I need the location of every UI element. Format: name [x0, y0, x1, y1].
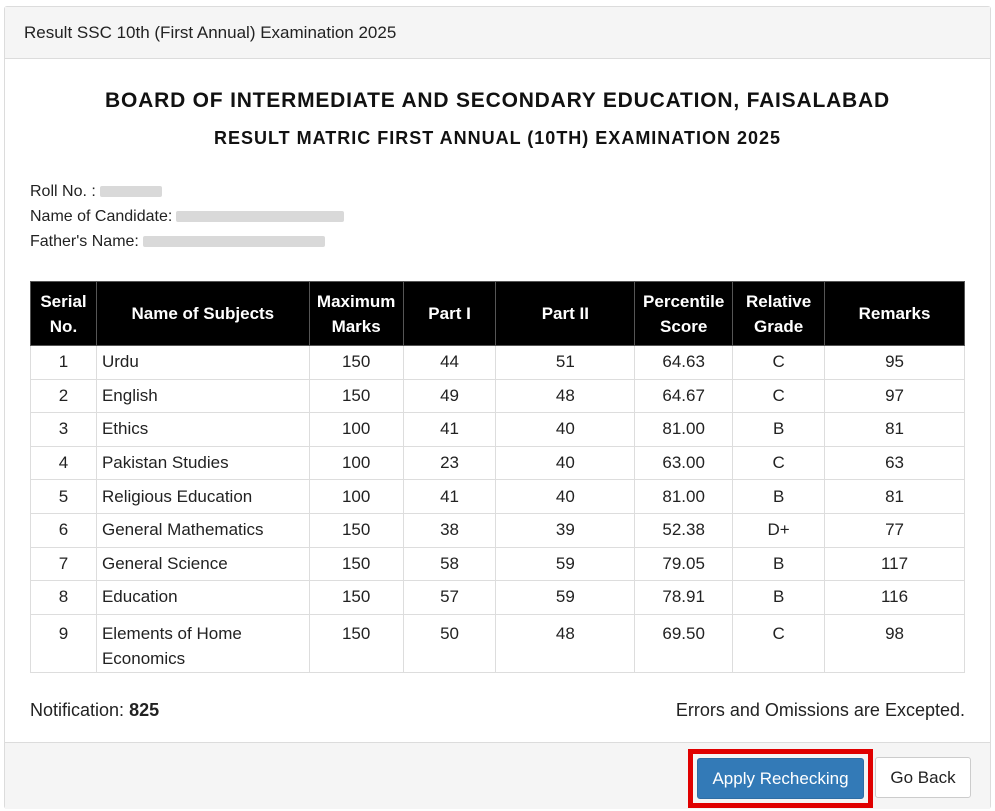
remarks-cell: 97 [825, 379, 965, 413]
grade-cell: D+ [733, 513, 825, 547]
father-name-redacted [143, 236, 325, 247]
part1-cell: 50 [403, 614, 496, 672]
serial-cell: 4 [31, 446, 97, 480]
grade-cell: C [733, 614, 825, 672]
max-marks-cell: 150 [309, 346, 403, 380]
header-subject: Name of Subjects [96, 282, 309, 346]
part1-cell: 57 [403, 581, 496, 615]
part2-cell: 59 [496, 581, 635, 615]
remarks-cell: 116 [825, 581, 965, 615]
percentile-cell: 64.63 [635, 346, 733, 380]
result-table [30, 281, 965, 673]
header-percentile: Percentile Score [635, 282, 733, 346]
notification-value: 825 [129, 700, 160, 720]
percentile-cell: 81.00 [635, 480, 733, 514]
part2-cell: 40 [496, 480, 635, 514]
max-marks-cell: 150 [309, 379, 403, 413]
panel-heading: Result SSC 10th (First Annual) Examination 2025 [5, 7, 990, 59]
grade-cell: C [733, 446, 825, 480]
header-remarks: Remarks [825, 282, 965, 346]
percentile-cell: 69.50 [635, 614, 733, 672]
serial-cell: 3 [31, 413, 97, 447]
grade-cell: B [733, 480, 825, 514]
max-marks-cell: 100 [309, 413, 403, 447]
remarks-cell: 117 [825, 547, 965, 581]
part2-cell: 48 [496, 379, 635, 413]
result-panel [4, 6, 991, 809]
part1-cell: 23 [403, 446, 496, 480]
max-marks-cell: 150 [309, 614, 403, 672]
percentile-cell: 78.91 [635, 581, 733, 615]
remarks-cell: 98 [825, 614, 965, 672]
part2-cell: 48 [496, 614, 635, 672]
grade-cell: C [733, 346, 825, 380]
part1-cell: 58 [403, 547, 496, 581]
remarks-cell: 81 [825, 480, 965, 514]
exam-title: RESULT MATRIC FIRST ANNUAL (10TH) EXAMINATION 2025 [213, 128, 782, 148]
remarks-cell: 95 [825, 346, 965, 380]
subject-cell: Education [96, 581, 309, 615]
father-name-label: Father's Name: [30, 233, 139, 250]
percentile-cell: 64.67 [635, 379, 733, 413]
roll-number-label: Roll No. : [30, 183, 96, 200]
roll-number-line [30, 183, 162, 201]
board-title: BOARD OF INTERMEDIATE AND SECONDARY EDUCATION, FAISALABAD [105, 89, 890, 112]
remarks-cell: 63 [825, 446, 965, 480]
max-marks-cell: 100 [309, 446, 403, 480]
serial-cell: 5 [31, 480, 97, 514]
subject-cell: General Mathematics [96, 513, 309, 547]
table-row [31, 446, 965, 480]
max-marks-cell: 150 [309, 581, 403, 615]
part2-cell: 59 [496, 547, 635, 581]
part1-cell: 41 [403, 413, 496, 447]
table-row [31, 379, 965, 413]
table-row [31, 513, 965, 547]
part2-cell: 51 [496, 346, 635, 380]
max-marks-cell: 150 [309, 513, 403, 547]
percentile-cell: 63.00 [635, 446, 733, 480]
apply-rechecking-highlight [688, 749, 873, 808]
roll-number-redacted [100, 186, 162, 197]
table-row [31, 547, 965, 581]
panel-footer [5, 742, 990, 809]
errors-omissions-note: Errors and Omissions are Excepted. [675, 700, 965, 720]
candidate-name-redacted [176, 211, 344, 222]
table-row [31, 346, 965, 380]
table-header-row [31, 282, 965, 346]
percentile-cell: 52.38 [635, 513, 733, 547]
header-part-1: Part I [403, 282, 496, 346]
subject-cell: Urdu [96, 346, 309, 380]
subject-cell: Religious Education [96, 480, 309, 514]
percentile-cell: 81.00 [635, 413, 733, 447]
subject-cell: Pakistan Studies [96, 446, 309, 480]
max-marks-cell: 100 [309, 480, 403, 514]
father-name-line [30, 233, 325, 251]
subject-cell: General Science [96, 547, 309, 581]
notification-label: Notification: [30, 700, 125, 720]
remarks-cell: 77 [825, 513, 965, 547]
header-part-2: Part II [496, 282, 635, 346]
apply-rechecking-button[interactable]: Apply Rechecking [697, 758, 864, 799]
serial-cell: 1 [31, 346, 97, 380]
table-row [31, 581, 965, 615]
header-serial: Serial No. [31, 282, 97, 346]
part2-cell: 40 [496, 446, 635, 480]
header-grade: Relative Grade [733, 282, 825, 346]
table-row [31, 614, 965, 672]
serial-cell: 9 [31, 614, 97, 672]
serial-cell: 6 [31, 513, 97, 547]
part2-cell: 39 [496, 513, 635, 547]
part1-cell: 44 [403, 346, 496, 380]
header-max-marks: Maximum Marks [309, 282, 403, 346]
grade-cell: B [733, 581, 825, 615]
subject-cell: Elements of Home Economics [96, 614, 309, 672]
serial-cell: 8 [31, 581, 97, 615]
notification-line [30, 700, 159, 721]
part1-cell: 41 [403, 480, 496, 514]
table-row [31, 480, 965, 514]
max-marks-cell: 150 [309, 547, 403, 581]
remarks-cell: 81 [825, 413, 965, 447]
candidate-name-line [30, 208, 344, 226]
subject-cell: Ethics [96, 413, 309, 447]
part1-cell: 49 [403, 379, 496, 413]
candidate-name-label: Name of Candidate: [30, 208, 173, 225]
go-back-button[interactable]: Go Back [875, 757, 971, 798]
part1-cell: 38 [403, 513, 496, 547]
percentile-cell: 79.05 [635, 547, 733, 581]
grade-cell: B [733, 547, 825, 581]
grade-cell: C [733, 379, 825, 413]
table-row [31, 413, 965, 447]
subject-cell: English [96, 379, 309, 413]
serial-cell: 7 [31, 547, 97, 581]
serial-cell: 2 [31, 379, 97, 413]
part2-cell: 40 [496, 413, 635, 447]
grade-cell: B [733, 413, 825, 447]
